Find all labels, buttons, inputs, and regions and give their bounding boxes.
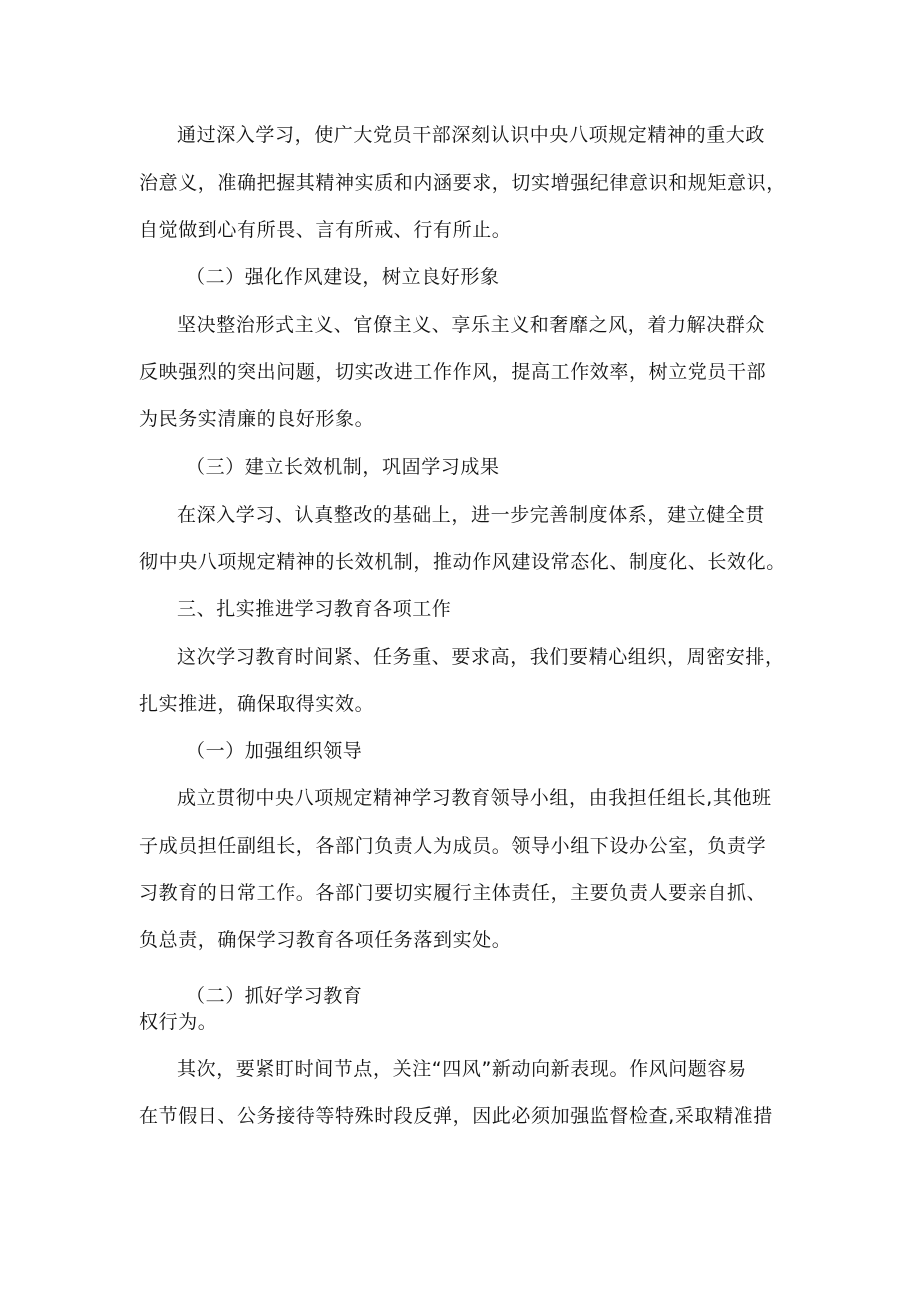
paragraph-line: 坚决整治形式主义、官僚主义、享乐主义和奢靡之风，着力解决群众 — [177, 314, 766, 336]
paragraph-line: 这次学习教育时间紧、任务重、要求高，我们要精心组织，周密安排， — [177, 646, 785, 668]
paragraph-line: 反映强烈的突出问题，切实改进工作作风，提高工作效率，树立党员干部 — [139, 361, 767, 383]
paragraph-line: 在深入学习、认真整改的基础上，进一步完善制度体系，建立健全贯 — [177, 504, 766, 526]
paragraph-line: 其次，要紧盯时间节点，关注“四风”新动向新表现。作风问题容易 — [177, 1058, 747, 1080]
section-heading: 三、扎实推进学习教育各项工作 — [177, 598, 452, 620]
paragraph-line: 权行为。 — [139, 1011, 218, 1033]
section-heading: （二）抓好学习教育 — [186, 985, 363, 1007]
paragraph-line: 负总责，确保学习教育各项任务落到实处。 — [139, 929, 512, 951]
paragraph-line: 习教育的日常工作。各部门要切实履行主体责任，主要负责人要亲自抓、 — [139, 882, 767, 904]
paragraph-line: 自觉做到心有所畏、言有所戒、行有所止。 — [139, 219, 512, 241]
paragraph-line: 子成员担任副组长，各部门负责人为成员。领导小组下设办公室，负责学 — [139, 835, 767, 857]
section-heading: （三）建立长效机制，巩固学习成果 — [186, 456, 500, 478]
paragraph-line: 在节假日、公务接待等特殊时段反弹，因此必须加强监督检查,采取精准措 — [139, 1105, 773, 1127]
paragraph-line: 为民务实清廉的良好形象。 — [139, 408, 375, 430]
paragraph-line: 扎实推进，确保取得实效。 — [139, 693, 375, 715]
paragraph-line: 通过深入学习，使广大党员干部深刻认识中央八项规定精神的重大政 — [177, 124, 766, 146]
section-heading: （一）加强组织领导 — [186, 740, 363, 762]
section-heading: （二）强化作风建设，树立良好形象 — [186, 266, 500, 288]
paragraph-line: 治意义，准确把握其精神实质和内涵要求，切实增强纪律意识和规矩意识， — [139, 172, 786, 194]
paragraph-line: 成立贯彻中央八项规定精神学习教育领导小组，由我担任组长,其他班 — [177, 787, 772, 809]
paragraph-line: 彻中央八项规定精神的长效机制，推动作风建设常态化、制度化、长效化。 — [139, 551, 786, 573]
